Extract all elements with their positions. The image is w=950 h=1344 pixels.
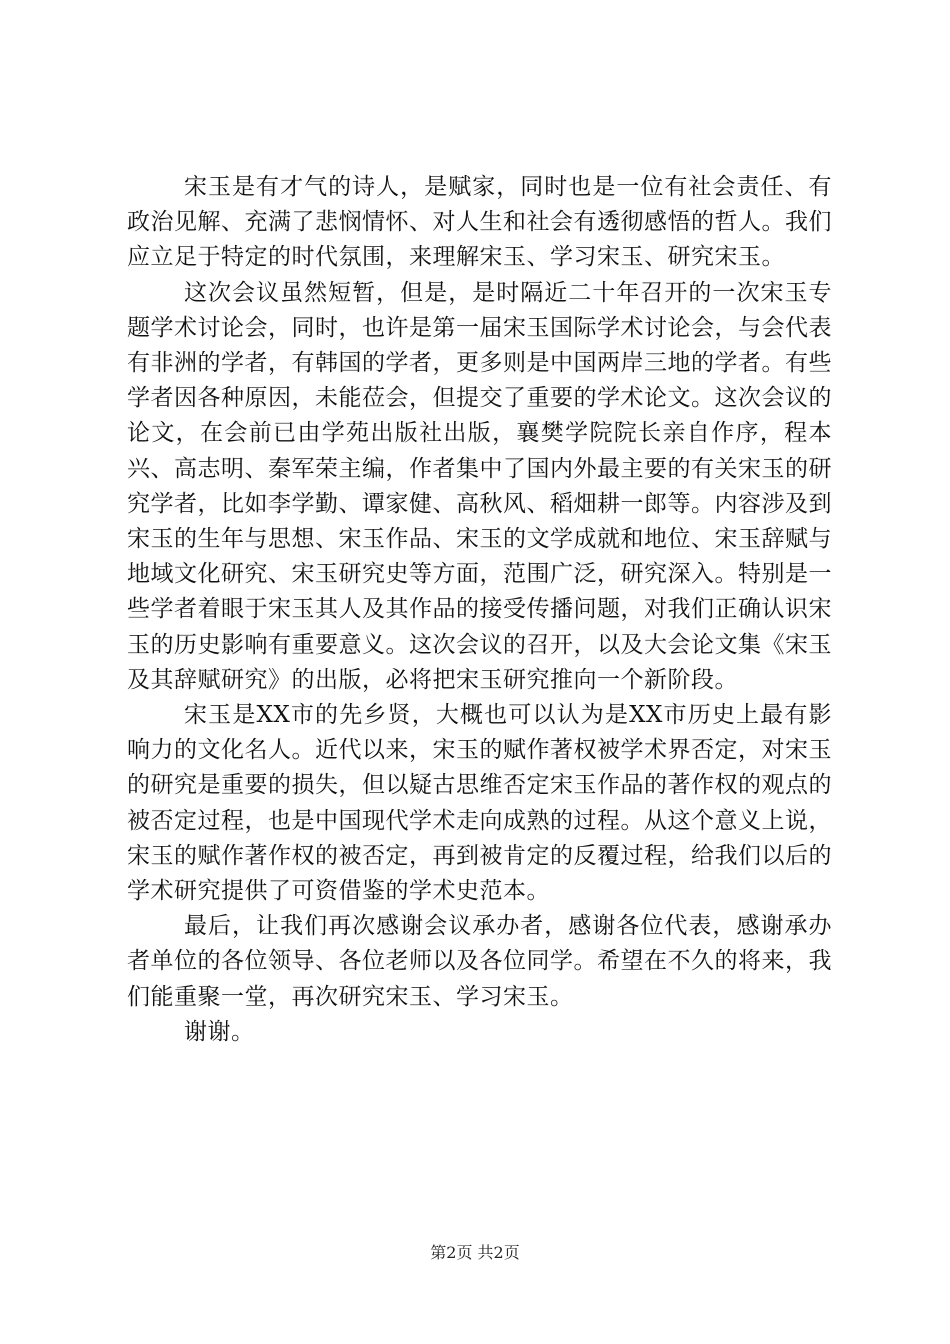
paragraph-4: 最后，让我们再次感谢会议承办者，感谢各位代表，感谢承办者单位的各位领导、各位老师以及各位同学。希望在不久的将来，我们能重聚一堂，再次研究宋玉、学习宋玉。 [127,913,832,1010]
paragraph-5: 谢谢。 [184,1018,255,1045]
paragraph-2: 这次会议虽然短暂，但是，是时隔近二十年召开的一次宋玉专题学术讨论会，同时，也许是第一届宋玉国际学术讨论会，与会代表有非洲的学者，有韩国的学者，更多则是中国两岸三地的学者。有些学者因各种原因，未能莅会，但提交了重要的学术论文。这次会议的论文，在会前已由学苑出版社出版，襄樊学院院长亲自作序，程本兴、高志明、秦军荣主编，作者集中了国内外最主要的有关宋玉的研究学者，比如李学勤、谭家健、高秋风、稻畑耕一郎等。内容涉及到宋玉的生年与思想、宋玉作品、宋玉的文学成就和地位、宋玉辞赋与地域文化研究、宋玉研究史等方面，范围广泛，研究深入。特别是一些学者着眼于宋玉其人及其作品的接受传播问题，对我们正确认识宋玉的历史影响有重要意义。这次会议的召开，以及大会论文集《宋玉及其辞赋研究》的出版，必将把宋玉研究推向一个新阶段。 [127,279,832,693]
page-number-footer: 第2页 共2页 [430,1243,520,1262]
paragraph-3: 宋玉是XX市的先乡贤，大概也可以认为是XX市历史上最有影响力的文化名人。近代以来，宋玉的赋作著权被学术界否定，对宋玉的研究是重要的损失，但以疑古思维否定宋玉作品的著作权的观点的被否定过程，也是中国现代学术走向成熟的过程。从这个意义上说，宋玉的赋作著作权的被否定，再到被肯定的反覆过程，给我们以后的学术研究提供了可资借鉴的学术史范本。 [127,702,832,905]
document-body [127,170,832,1050]
paragraph-1: 宋玉是有才气的诗人，是赋家，同时也是一位有社会责任、有政治见解、充满了悲悯情怀、对人生和社会有透彻感悟的哲人。我们应立足于特定的时代氛围，来理解宋玉、学习宋玉、研究宋玉。 [127,174,832,271]
